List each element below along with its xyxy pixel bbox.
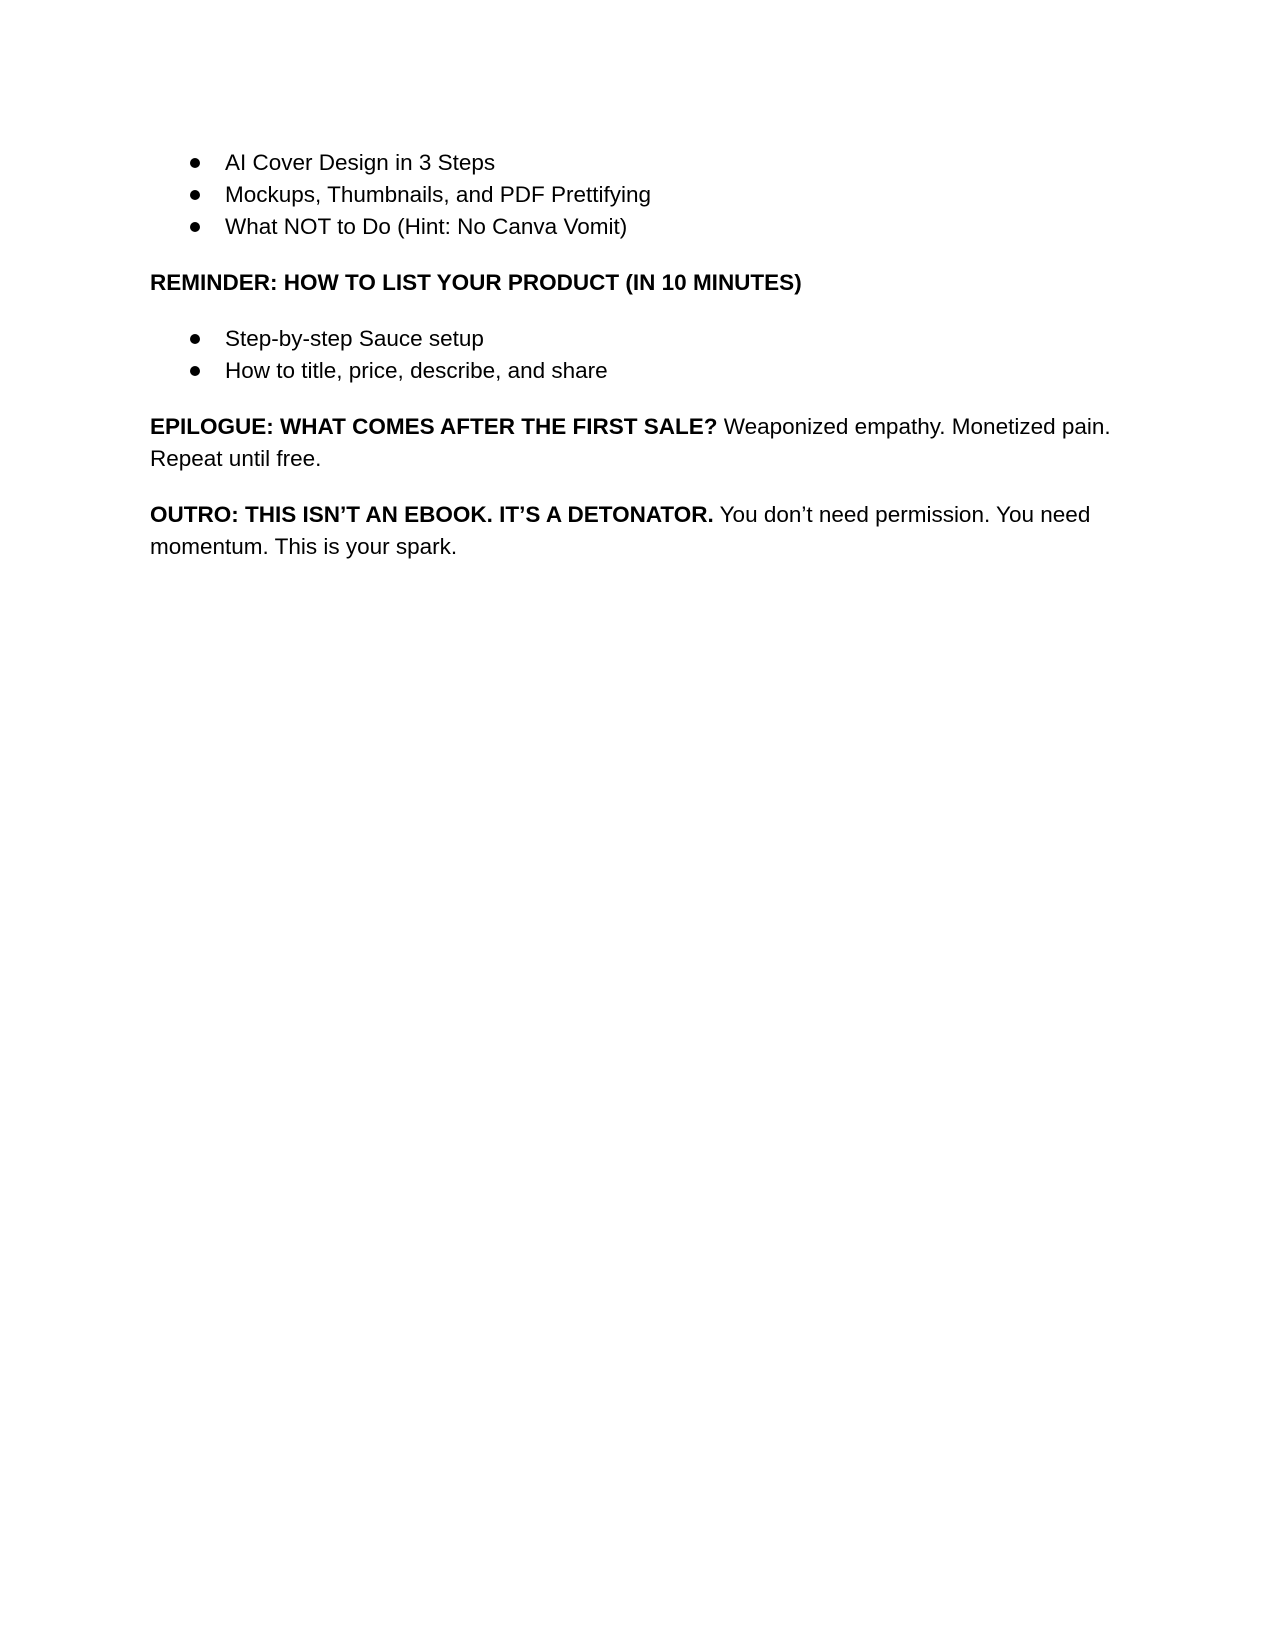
epilogue-heading: EPILOGUE: WHAT COMES AFTER THE FIRST SALE? bbox=[150, 414, 718, 439]
section-heading-reminder: REMINDER: HOW TO LIST YOUR PRODUCT (IN 10 MINUTES) bbox=[150, 270, 802, 295]
bullet-list-design bbox=[150, 147, 1125, 243]
paragraph-epilogue bbox=[150, 411, 1125, 475]
list-item bbox=[150, 355, 1125, 387]
bullet-icon bbox=[190, 190, 200, 200]
epilogue-body: Weaponized empathy. Monetized pain. Repeat until free. bbox=[150, 414, 1111, 471]
list-item-text: Mockups, Thumbnails, and PDF Prettifying bbox=[225, 182, 652, 207]
list-item-text: What NOT to Do (Hint: No Canva Vomit) bbox=[225, 214, 628, 239]
outro-body: You don’t need permission. You need momentum. This is your spark. bbox=[150, 502, 1091, 559]
paragraph-outro bbox=[150, 499, 1125, 563]
list-item-text: How to title, price, describe, and share bbox=[225, 358, 608, 383]
list-item-text: AI Cover Design in 3 Steps bbox=[225, 150, 496, 175]
list-item-text: Step-by-step Sauce setup bbox=[225, 326, 484, 351]
bullet-icon bbox=[190, 366, 200, 376]
bullet-icon bbox=[190, 334, 200, 344]
bullet-list-listing bbox=[150, 323, 1125, 387]
bullet-icon bbox=[190, 222, 200, 232]
list-item bbox=[150, 147, 1125, 179]
list-item bbox=[150, 323, 1125, 355]
list-item bbox=[150, 179, 1125, 211]
outro-heading: OUTRO: THIS ISN’T AN EBOOK. IT’S A DETONATOR. bbox=[150, 502, 714, 527]
bullet-icon bbox=[190, 158, 200, 168]
list-item bbox=[150, 211, 1125, 243]
